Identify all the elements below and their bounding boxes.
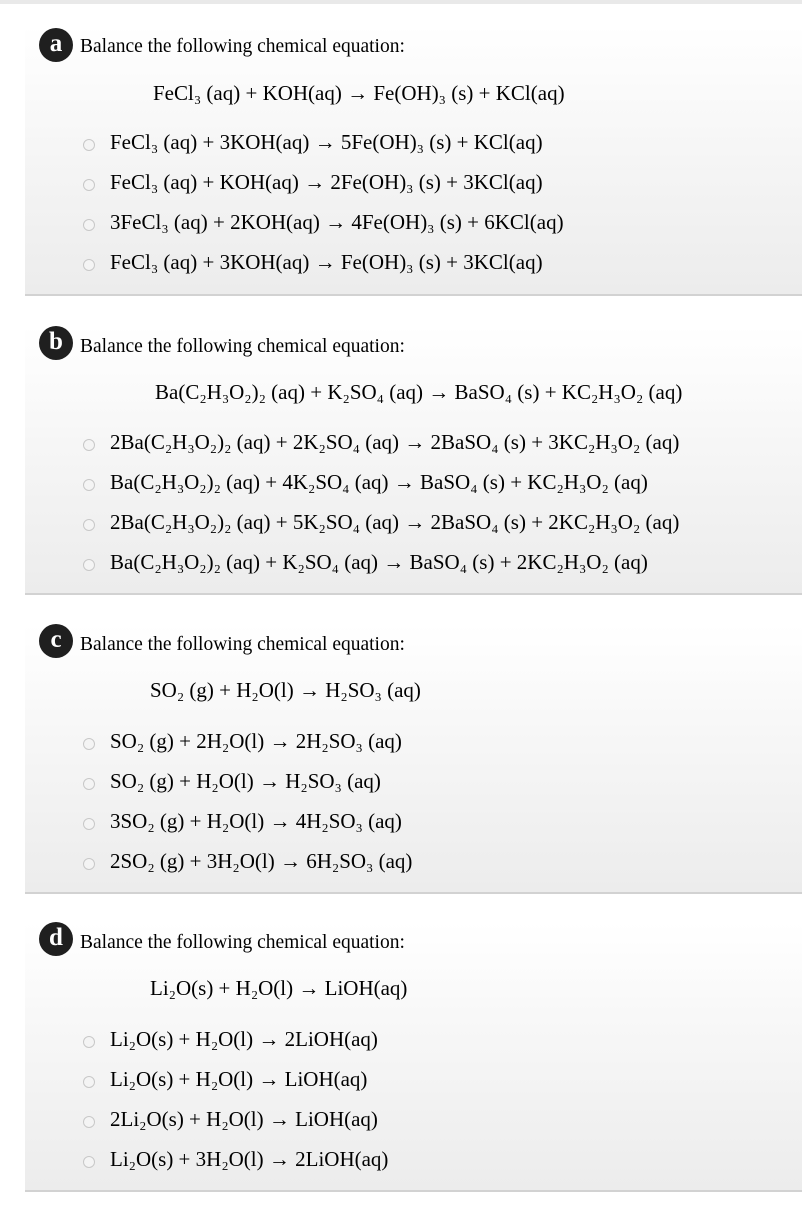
radio-button[interactable]: [83, 259, 95, 271]
question-c: [25, 624, 802, 894]
radio-button[interactable]: [83, 1156, 95, 1168]
answer-option-label: 2Ba(C₂H₃O₂)₂ (aq) + 5K₂SO₄ (aq) → 2BaSO₄ (s) + 2KC₂H₃O₂ (aq): [110, 510, 680, 534]
radio-button[interactable]: [83, 1036, 95, 1048]
answer-option-label: Li₂O(s) + H₂O(l) → LiOH(aq): [110, 1067, 368, 1091]
radio-button[interactable]: [83, 858, 95, 870]
top-divider: [0, 0, 802, 4]
answer-option-label: 2SO₂ (g) + 3H₂O(l) → 6H₂SO₃ (aq): [110, 849, 413, 873]
question-prompt: Balance the following chemical equation:: [80, 36, 405, 57]
answer-option-label: 2Ba(C₂H₃O₂)₂ (aq) + 2K₂SO₄ (aq) → 2BaSO₄ (s) + 3KC₂H₃O₂ (aq): [110, 430, 680, 454]
answer-option-label: FeCl₃ (aq) + 3KOH(aq) → 5Fe(OH)₃ (s) + KCl(aq): [110, 130, 543, 154]
answer-option-label: 3FeCl₃ (aq) + 2KOH(aq) → 4Fe(OH)₃ (s) + 6KCl(aq): [110, 210, 564, 234]
question-badge: b: [39, 326, 73, 360]
answer-option-label: 2Li₂O(s) + H₂O(l) → LiOH(aq): [110, 1107, 378, 1131]
radio-button[interactable]: [83, 479, 95, 491]
radio-button[interactable]: [83, 778, 95, 790]
radio-button[interactable]: [83, 818, 95, 830]
radio-button[interactable]: [83, 179, 95, 191]
question-b: [25, 326, 802, 595]
question-prompt: Balance the following chemical equation:: [80, 634, 405, 655]
answer-option-label: FeCl₃ (aq) + 3KOH(aq) → Fe(OH)₃ (s) + 3KCl(aq): [110, 250, 543, 274]
question-equation: SO₂ (g) + H₂O(l) → H₂SO₃ (aq): [150, 678, 421, 702]
answer-option-label: Li₂O(s) + 3H₂O(l) → 2LiOH(aq): [110, 1147, 389, 1171]
radio-button[interactable]: [83, 219, 95, 231]
radio-button[interactable]: [83, 738, 95, 750]
radio-button[interactable]: [83, 559, 95, 571]
question-equation: Ba(C₂H₃O₂)₂ (aq) + K₂SO₄ (aq) → BaSO₄ (s) + KC₂H₃O₂ (aq): [155, 380, 683, 404]
answer-option-label: SO₂ (g) + 2H₂O(l) → 2H₂SO₃ (aq): [110, 729, 402, 753]
question-badge: a: [39, 28, 73, 62]
radio-button[interactable]: [83, 1116, 95, 1128]
answer-option-label: 3SO₂ (g) + H₂O(l) → 4H₂SO₃ (aq): [110, 809, 402, 833]
question-d: [25, 922, 802, 1192]
radio-button[interactable]: [83, 139, 95, 151]
answer-option-label: Li₂O(s) + H₂O(l) → 2LiOH(aq): [110, 1027, 378, 1051]
radio-button[interactable]: [83, 1076, 95, 1088]
radio-button[interactable]: [83, 439, 95, 451]
answer-option-label: SO₂ (g) + H₂O(l) → H₂SO₃ (aq): [110, 769, 381, 793]
question-equation: Li₂O(s) + H₂O(l) → LiOH(aq): [150, 976, 408, 1000]
question-badge: d: [39, 922, 73, 956]
question-prompt: Balance the following chemical equation:: [80, 336, 405, 357]
question-a: [25, 26, 802, 296]
question-equation: FeCl₃ (aq) + KOH(aq) → Fe(OH)₃ (s) + KCl(aq): [153, 81, 565, 105]
answer-option-label: Ba(C₂H₃O₂)₂ (aq) + K₂SO₄ (aq) → BaSO₄ (s) + 2KC₂H₃O₂ (aq): [110, 550, 648, 574]
answer-option-label: FeCl₃ (aq) + KOH(aq) → 2Fe(OH)₃ (s) + 3KCl(aq): [110, 170, 543, 194]
question-prompt: Balance the following chemical equation:: [80, 932, 405, 953]
answer-option-label: Ba(C₂H₃O₂)₂ (aq) + 4K₂SO₄ (aq) → BaSO₄ (s) + KC₂H₃O₂ (aq): [110, 470, 648, 494]
question-badge: c: [39, 624, 73, 658]
radio-button[interactable]: [83, 519, 95, 531]
